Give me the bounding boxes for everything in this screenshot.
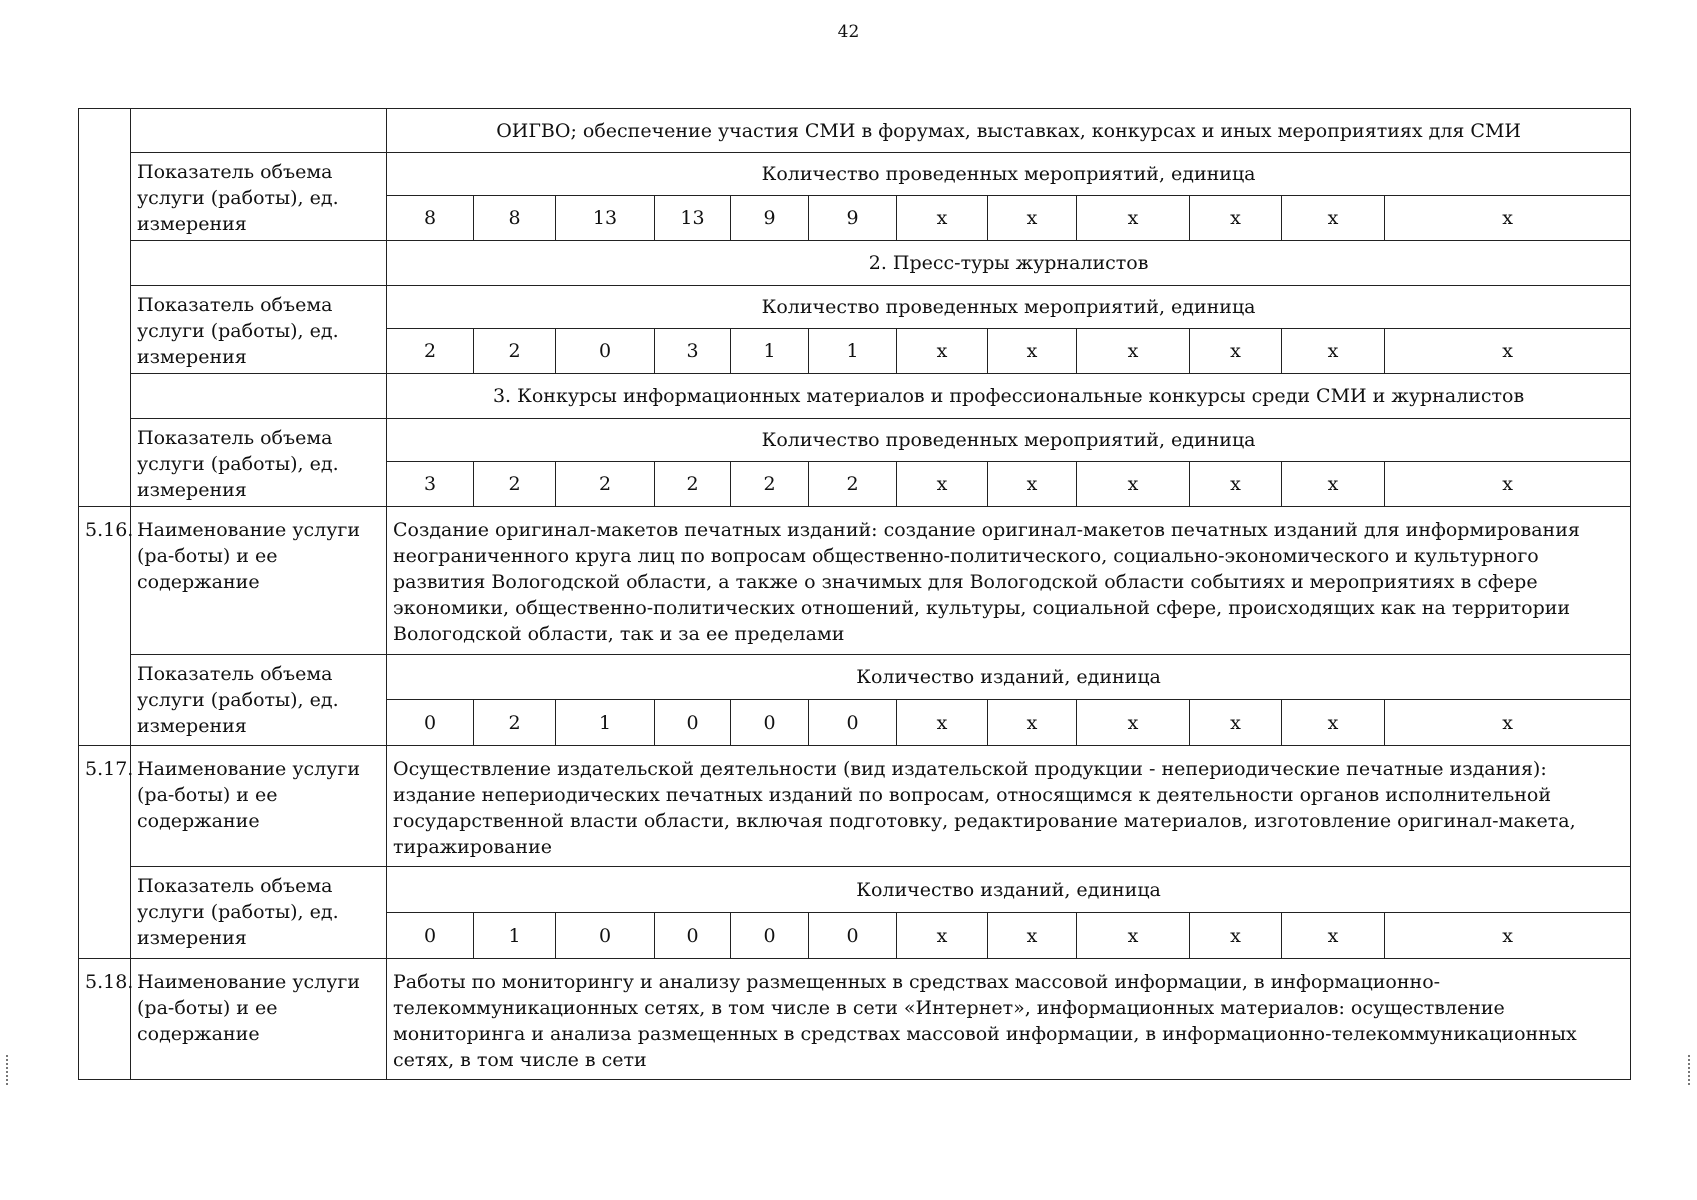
value-cell: x <box>1190 329 1282 374</box>
value-cell: x <box>897 329 988 374</box>
value-cell: 0 <box>731 913 809 959</box>
indicator-unit: Количество изданий, единица <box>387 867 1631 913</box>
value-cell: x <box>1385 329 1631 374</box>
value-cell: 0 <box>655 700 731 746</box>
section-1-name-label-cell <box>131 109 387 153</box>
service-name-label: Наименование услуги (ра-боты) и ее содержание <box>131 507 387 655</box>
services-table <box>78 108 1631 1080</box>
value-cell: x <box>1282 329 1385 374</box>
service-name-text: Осуществление издательской деятельности (вид издательской продукции - непериодические печатные издания): издание непериодических печатных изданий по вопросам, относящимся к деятельности органов исполнительной государственной власти области, включая подготовку, редактирование материалов, изготовление оригинал-макета, тиражирование <box>387 746 1631 867</box>
value-cell: x <box>988 913 1077 959</box>
value-cell: x <box>897 700 988 746</box>
value-cell: x <box>1077 700 1190 746</box>
indicator-unit-row <box>79 655 1631 700</box>
subservice-name-row <box>79 374 1631 419</box>
value-cell: 2 <box>387 329 474 374</box>
value-cell: x <box>1282 913 1385 959</box>
value-cell: x <box>1282 462 1385 507</box>
value-cell: 0 <box>387 700 474 746</box>
value-cell: 13 <box>655 196 731 241</box>
value-cell: x <box>988 329 1077 374</box>
service-name-text: ОИГВО; обеспечение участия СМИ в форумах, выставках, конкурсах и иных мероприятиях для СМИ <box>387 109 1631 153</box>
indicator-unit: Количество проведенных мероприятий, единица <box>387 286 1631 329</box>
value-cell: 3 <box>387 462 474 507</box>
value-cell: 8 <box>387 196 474 241</box>
value-cell: x <box>1190 700 1282 746</box>
section-1-number-cell <box>79 109 131 507</box>
indicator-unit-row <box>79 419 1631 462</box>
value-cell: 2 <box>556 462 655 507</box>
indicator-unit: Количество проведенных мероприятий, единица <box>387 419 1631 462</box>
indicator-label: Показатель объема услуги (работы), ед. измерения <box>131 286 387 374</box>
value-cell: x <box>1385 462 1631 507</box>
value-cell: x <box>1190 196 1282 241</box>
value-cell: 1 <box>474 913 556 959</box>
service-name-label: Наименование услуги (ра-боты) и ее содержание <box>131 959 387 1080</box>
value-cell: 2 <box>731 462 809 507</box>
value-cell: x <box>988 196 1077 241</box>
value-cell: 0 <box>809 913 897 959</box>
value-cell: 1 <box>731 329 809 374</box>
section-number: 5.16. <box>79 507 131 746</box>
section-1-name-label-cell <box>131 241 387 286</box>
service-name-text: 3. Конкурсы информационных материалов и профессиональные конкурсы среди СМИ и журналистов <box>387 374 1631 419</box>
section-5-17-name-row <box>79 746 1631 867</box>
value-cell: x <box>1282 700 1385 746</box>
service-name-text: Создание оригинал-макетов печатных изданий: создание оригинал-макетов печатных изданий для информирования неограниченного круга лиц по вопросам общественно-политического, социально-экономического и культурного развития Вологодской области, а также о значимых для Вологодской области событиях и мероприятиях в сфере экономики, общественно-политических отношений, культуры, социальной сфере, происходящих как на территории Вологодской области, так и за ее пределами <box>387 507 1631 655</box>
section-number: 5.18. <box>79 959 131 1080</box>
indicator-label: Показатель объема услуги (работы), ед. измерения <box>131 153 387 241</box>
value-cell: x <box>1077 462 1190 507</box>
value-cell: 0 <box>556 329 655 374</box>
section-number: 5.17. <box>79 746 131 959</box>
value-cell: 9 <box>731 196 809 241</box>
value-cell: 0 <box>556 913 655 959</box>
value-cell: x <box>1077 329 1190 374</box>
value-cell: x <box>1190 462 1282 507</box>
value-cell: 2 <box>809 462 897 507</box>
indicator-label: Показатель объема услуги (работы), ед. измерения <box>131 419 387 507</box>
value-cell: 2 <box>474 700 556 746</box>
section-1-name-label-cell <box>131 374 387 419</box>
value-cell: 2 <box>655 462 731 507</box>
section-5-18-name-row <box>79 959 1631 1080</box>
value-cell: x <box>988 700 1077 746</box>
indicator-unit-row <box>79 867 1631 913</box>
value-cell: 8 <box>474 196 556 241</box>
indicator-label: Показатель объема услуги (работы), ед. измерения <box>131 655 387 746</box>
value-cell: 0 <box>655 913 731 959</box>
value-cell: 0 <box>731 700 809 746</box>
indicator-unit-row <box>79 153 1631 196</box>
value-cell: 0 <box>387 913 474 959</box>
subservice-name-row <box>79 241 1631 286</box>
value-cell: 2 <box>474 462 556 507</box>
value-cell: 3 <box>655 329 731 374</box>
value-cell: x <box>1077 196 1190 241</box>
value-cell: x <box>897 462 988 507</box>
value-cell: x <box>1190 913 1282 959</box>
value-cell: x <box>988 462 1077 507</box>
scan-margin-mark-right <box>1688 1055 1692 1085</box>
value-cell: x <box>1385 913 1631 959</box>
value-cell: 2 <box>474 329 556 374</box>
indicator-label: Показатель объема услуги (работы), ед. измерения <box>131 867 387 959</box>
value-cell: 13 <box>556 196 655 241</box>
indicator-unit: Количество изданий, единица <box>387 655 1631 700</box>
value-cell: x <box>1282 196 1385 241</box>
value-cell: 0 <box>809 700 897 746</box>
section-5-16-name-row <box>79 507 1631 655</box>
value-cell: x <box>1077 913 1190 959</box>
scan-margin-mark-left <box>6 1055 10 1085</box>
value-cell: x <box>897 913 988 959</box>
value-cell: x <box>1385 196 1631 241</box>
section-1-name-row <box>79 109 1631 153</box>
value-cell: 1 <box>809 329 897 374</box>
service-name-text: 2. Пресс-туры журналистов <box>387 241 1631 286</box>
indicator-unit-row <box>79 286 1631 329</box>
indicator-unit: Количество проведенных мероприятий, единица <box>387 153 1631 196</box>
service-name-label: Наименование услуги (ра-боты) и ее содержание <box>131 746 387 867</box>
value-cell: 9 <box>809 196 897 241</box>
value-cell: 1 <box>556 700 655 746</box>
page-number: 42 <box>837 22 860 42</box>
service-name-text: Работы по мониторингу и анализу размещенных в средствах массовой информации, в информационно-телекоммуникационных сетях, в том числе в сети «Интернет», информационных материалов: осуществление мониторинга и анализа размещенных в средствах массовой информации, в информационно-телекоммуникационных сетях, в том числе в сети <box>387 959 1631 1080</box>
value-cell: x <box>1385 700 1631 746</box>
value-cell: x <box>897 196 988 241</box>
